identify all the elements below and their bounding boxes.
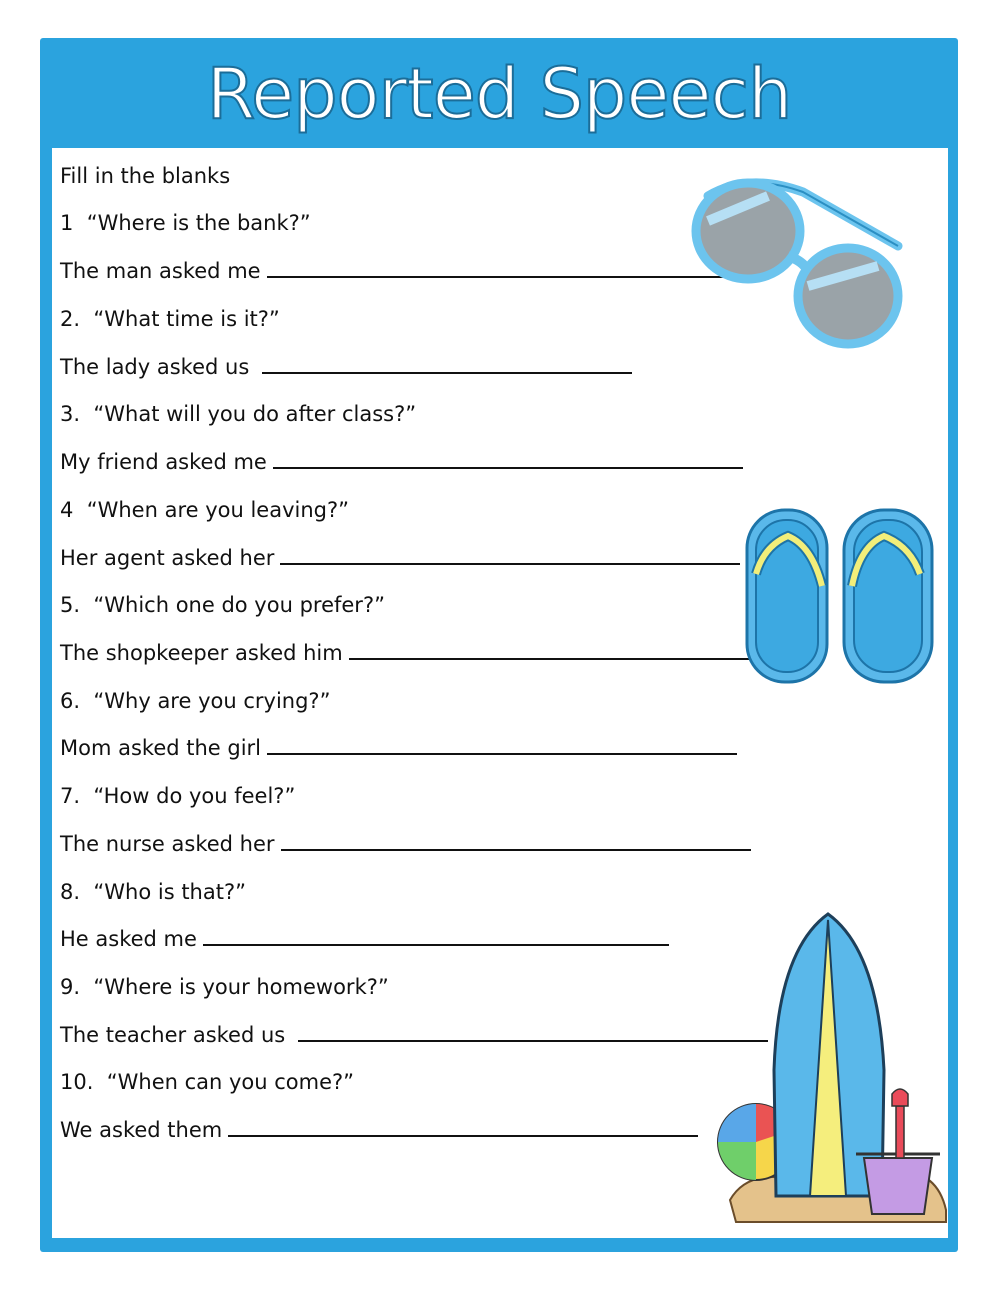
prompt-1: The man asked me — [60, 259, 261, 283]
answer-blank-9[interactable] — [298, 1020, 768, 1042]
question-1: 1 “Where is the bank?” — [60, 211, 311, 235]
answer-row-5 — [60, 638, 749, 668]
answer-blank-2[interactable] — [262, 352, 632, 374]
question-2: 2. “What time is it?” — [60, 307, 280, 331]
answer-blank-5[interactable] — [349, 638, 749, 660]
question-6: 6. “Why are you crying?” — [60, 689, 331, 713]
prompt-4: Her agent asked her — [60, 546, 275, 570]
prompt-2: The lady asked us — [60, 355, 256, 379]
prompt-7: The nurse asked her — [60, 832, 275, 856]
question-9: 9. “Where is your homework?” — [60, 975, 389, 999]
flip-flops-icon — [744, 506, 940, 686]
answer-blank-1[interactable] — [267, 256, 725, 278]
answer-row-9 — [60, 1020, 768, 1050]
answer-blank-7[interactable] — [281, 829, 751, 851]
question-10: 10. “When can you come?” — [60, 1070, 355, 1094]
beach-toys-icon — [716, 910, 948, 1226]
answer-blank-3[interactable] — [273, 447, 743, 469]
answer-row-4 — [60, 543, 740, 573]
worksheet-title: Reported Speech — [206, 53, 792, 135]
answer-row-3 — [60, 447, 743, 477]
answer-row-6 — [60, 733, 737, 763]
answer-row-1 — [60, 256, 725, 286]
answer-blank-6[interactable] — [267, 733, 737, 755]
question-4: 4 “When are you leaving?” — [60, 498, 350, 522]
prompt-10: We asked them — [60, 1118, 223, 1142]
answer-row-7 — [60, 829, 751, 859]
answer-row-8 — [60, 924, 669, 954]
question-7: 7. “How do you feel?” — [60, 784, 296, 808]
answer-blank-4[interactable] — [280, 543, 740, 565]
question-3: 3. “What will you do after class?” — [60, 402, 417, 426]
prompt-3: My friend asked me — [60, 450, 267, 474]
answer-row-2 — [60, 352, 632, 382]
answer-blank-8[interactable] — [203, 924, 669, 946]
prompt-6: Mom asked the girl — [60, 736, 262, 760]
answer-row-10 — [60, 1115, 698, 1145]
question-8: 8. “Who is that?” — [60, 880, 246, 904]
question-5: 5. “Which one do you prefer?” — [60, 593, 385, 617]
sunglasses-icon — [688, 176, 903, 356]
instruction: Fill in the blanks — [60, 164, 231, 188]
prompt-8: He asked me — [60, 927, 197, 951]
prompt-9: The teacher asked us — [60, 1023, 292, 1047]
answer-blank-10[interactable] — [228, 1115, 698, 1137]
prompt-5: The shopkeeper asked him — [60, 641, 343, 665]
